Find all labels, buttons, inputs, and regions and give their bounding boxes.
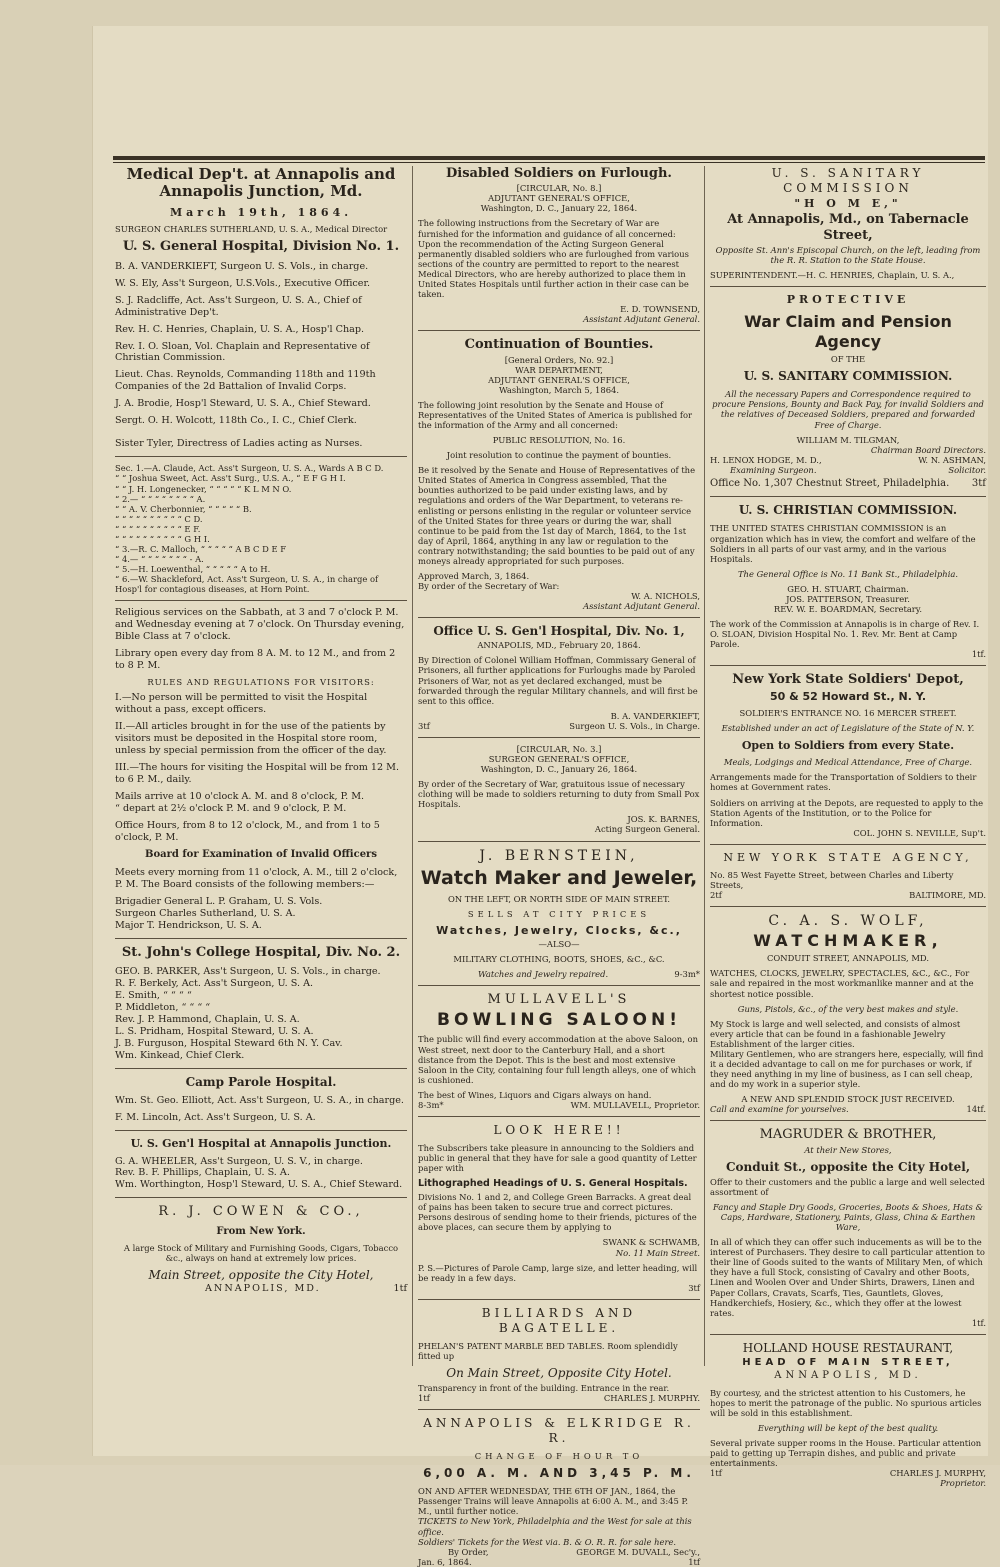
ny-agency-heading: NEW YORK STATE AGENCY, [723, 850, 973, 864]
christian-text-2: The work of the Commission at Annapolis is in charge of Rev. I. O. SLOAN, Division Hospital No. 1. Rev. Mr. Bent at Camp Parole. [710, 619, 980, 650]
bernstein-repaired: Watches and Jewelry repaired. [478, 968, 609, 979]
ny-agency-city: BALTIMORE, MD. [909, 889, 986, 900]
medical-dept-title: Medical Dep't. at Annapolis and Annapolis Junction, Md. [126, 165, 396, 201]
pension-text: All the necessary Papers and Correspondence required to procure Pensions, Bounty and Back Pay, for invalid Soldiers and the relatives of Deceased Soldiers, prepared and forwarded Free of Charge. [712, 389, 984, 430]
ny-agency-address: No. 85 West Fayette Street, between Charles and Liberty Streets, [710, 869, 954, 890]
column-divider-2 [704, 166, 705, 1366]
christian-office: The General Office is No. 11 Bank St., Philadelphia. [737, 568, 959, 579]
solicitor: Solicitor. [948, 464, 986, 475]
staff-line: E. Smith, “ “ “ “ [115, 989, 192, 1001]
wolf-guns: Guns, Pistols, &c., of the very best makes and style. [737, 1003, 959, 1014]
divider [115, 938, 407, 939]
date-line: March 19th, 1864. [169, 205, 353, 219]
bernstein-sells: SELLS AT CITY PRICES [467, 908, 651, 919]
tf-mark: 1tf. [971, 1317, 986, 1328]
staff-line: Wm. St. Geo. Elliott, Act. Ass't Surgeon, U. S. A., in charge. [115, 1094, 404, 1106]
bowling-text-2: The best of Wines, Liquors and Cigars always on hand. [418, 1089, 652, 1100]
disabled-text: The following instructions from the Secretary of War are furnished for the information and guidance of all concerned: Upon the recommendation of the Acting Surgeon General permanently disabled soldiers who are furloughed from various sections of the country are permitted to report to the nearest Medical Directors, who are hereby authorized to place them in United States Hospitals until further action in their case can be taken. [418, 218, 689, 300]
divider [418, 985, 700, 986]
office-address: Office No. 1,307 Chestnut Street, Philadelphia. [710, 477, 950, 489]
public-resolution: PUBLIC RESOLUTION, No. 16. [492, 435, 626, 446]
divider [418, 1116, 700, 1117]
tf-mark: 1tf. [971, 649, 986, 660]
camp-parole-heading: Camp Parole Hospital. [185, 1074, 337, 1089]
staff-line: Rev. I. O. Sloan, Vol. Chaplain and Representative of Christian Commission. [115, 340, 370, 364]
staff-line: Lieut. Chas. Reynolds, Commanding 118th and 119th Companies of the 2d Battalion of Invalid Corps. [115, 369, 376, 393]
signature: W. A. NICHOLS, [631, 591, 700, 602]
divider [418, 330, 700, 331]
staff-line: J. A. Brodie, Hosp'l Steward, U. S. A., Chief Steward. [115, 398, 371, 410]
tf-mark: 1tf [688, 1556, 700, 1567]
staff-line: G. A. WHEELER, Ass't Surgeon, U. S. V., in charge. [115, 1155, 363, 1167]
railroad-signature: GEORGE M. DUVALL, Sec'y., [576, 1546, 700, 1557]
staff-line: Wm. Kinkead, Chief Clerk. [115, 1049, 245, 1061]
signature: JOS. K. BARNES, [627, 814, 700, 825]
staff-line: R. F. Berkely, Act. Ass't Surgeon, U. S. A. [115, 977, 314, 989]
sanitary-commission-heading: U. S. SANITARY COMMISSION. [743, 369, 953, 384]
look-text: The Subscribers take pleasure in announcing to the Soldiers and public in general that they have for sale a good quantity of Letter paper with [418, 1143, 697, 1174]
magruder-text-2: In all of which they can offer such inducements as will be to the interest of Purchasers. They desire to call particular attention to their line of Goods suited to the wants of Military Men, of which they have a full Stock, consisting of Cavalry and other Boots, Linen and Woolen Over and Under Shirts, Drawers, Linen and Paper Collars, Cravats, Scarfs, Ties, Gauntlets, Gloves, Handkerchiefs, Hosiery, &c., which they offer at the lowest rates. [710, 1237, 985, 1318]
division-1-heading: U. S. General Hospital, Division No. 1. [122, 239, 400, 255]
divider [115, 1130, 407, 1131]
divider [418, 841, 700, 842]
ward-line: “ “ A. V. Cherbonnier, “ “ “ “ “ B. [115, 503, 252, 514]
mails-depart: “ depart at 2½ o'clock P. M. and 9 o'clock, P. M. [115, 803, 347, 815]
signature-address: No. 11 Main Street. [615, 1247, 700, 1258]
ward-line: “ “ Joshua Sweet, Act. Ass't Surg., U.S. A., “ E F G H I. [115, 473, 346, 484]
divider [115, 1068, 407, 1069]
of-the: OF THE [830, 354, 866, 365]
officers-row [710, 455, 986, 465]
staff-line: W. S. Ely, Ass't Surgeon, U.S.Vols., Executive Officer. [115, 277, 371, 289]
circular-number: [CIRCULAR, No. 3.] [516, 743, 602, 754]
tf-mark: 14tf. [966, 1104, 986, 1115]
ward-line: “ 4.— “ “ “ “ “ “ “ - A. [115, 554, 204, 565]
look-here-heading: LOOK HERE!! [493, 1123, 625, 1137]
magruder-text: Offer to their customers and the public a large and well selected assortment of [710, 1176, 985, 1197]
examining-surgeon: Examining Surgeon. [730, 464, 817, 475]
wolf-text-2: My Stock is large and well selected, and consists of almost every article that can be found in a fashionable Jewelry Establishment of the larger cities. [710, 1018, 961, 1049]
ward-line: “ 2.— “ “ “ “ “ “ “ “ A. [115, 493, 206, 504]
staff-line: Rev. H. C. Henries, Chaplain, U. S. A., Hosp'l Chap. [115, 323, 365, 335]
ny-meals: Meals, Lodgings and Medical Attendance, Free of Charge. [723, 757, 973, 768]
magruder-stores: At their New Stores, [804, 1144, 892, 1155]
rule-item: I.—No person will be permitted to visit the Hospital without a pass, except officers. [115, 692, 368, 716]
tf-mark: 3tf [688, 1282, 700, 1293]
look-ps: P. S.—Pictures of Parole Camp, large size, and letter heading, will be ready in a few days. [418, 1262, 698, 1283]
divider [418, 617, 700, 618]
magruder-address: Conduit St., opposite the City Hotel, [725, 1159, 970, 1174]
column-2 [418, 166, 700, 1567]
railroad-date: Jan. 6, 1864. [418, 1556, 472, 1567]
ny-text: Arrangements made for the Transportation of Soldiers to their homes at Government rates. [710, 772, 977, 793]
divider [710, 665, 986, 666]
staff-line: Sergt. O. H. Wolcott, 118th Co., I. C., Chief Clerk. [115, 415, 357, 427]
protective-heading: PROTECTIVE [786, 293, 910, 307]
ny-open: Open to Soldiers from every State. [741, 738, 955, 752]
disabled-heading: Disabled Soldiers on Furlough. [446, 166, 672, 181]
board-member: Surgeon Charles Sutherland, U. S. A. [115, 907, 296, 919]
watchmaker-heading: Watch Maker and Jeweler, [420, 867, 698, 890]
column-divider-1 [412, 166, 413, 1366]
staff-line: F. M. Lincoln, Act. Ass't Surgeon, U. S. A. [115, 1111, 316, 1123]
wolf-new-stock: A NEW AND SPLENDID STOCK JUST RECEIVED. [741, 1094, 955, 1105]
holland-city: ANNAPOLIS, MD. [774, 1370, 922, 1382]
wards-list [115, 463, 407, 594]
library-hours: Library open every day from 8 A. M. to 12 M., and from 2 to 8 P. M. [115, 648, 396, 672]
staff-line: L. S. Pridham, Hospital Steward, U. S. A. [115, 1025, 314, 1037]
railroad-tickets: TICKETS to New York, Philadelphia and the West for sale at this office. [418, 1516, 692, 1537]
ny-colonel: COL. JOHN S. NEVILLE, Sup't. [853, 827, 986, 838]
office-name: SURGEON GENERAL'S OFFICE, [488, 754, 630, 765]
billiards-address: On Main Street, Opposite City Hotel. [446, 1365, 672, 1380]
cowen-tf: 1tf [393, 1283, 407, 1295]
ward-line: “ 3.—R. C. Malloch, “ “ “ “ “ A B C D E F [115, 544, 287, 555]
cowen-address: Main Street, opposite the City Hotel, [148, 1268, 374, 1283]
office-hours: Office Hours, from 8 to 12 o'clock, M., and from 1 to 5 o'clock, P. M. [115, 820, 380, 844]
divider [418, 737, 700, 738]
staff-line: B. A. VANDERKIEFT, Surgeon U. S. Vols., in charge. [115, 260, 369, 272]
circular-date: Washington, D. C., January 26, 1864. [480, 764, 638, 775]
bounties-heading: Continuation of Bounties. [464, 337, 654, 353]
top-rule-thin [113, 162, 985, 163]
resolution-text: Be it resolved by the Senate and House of Representatives of the United States of America in Congress assembled, That the bounties authorized to be paid under existing laws, and by regulations and orders of the War Department, to veterans re-enlisting or persons enlisting in the regular or volunteer service of the United States for three years or during the war, shall continue to be paid from the 1st day of March, 1864, to the 1st day of April, 1864, anything in any law or regulation to the contrary notwithstanding; the said bounties to be paid out of any moneys already appropriated for such purposes. [418, 465, 696, 566]
divider [115, 456, 407, 457]
staff-line: J. B. Furguson, Hospital Steward 6th N. Y. Cav. [115, 1037, 343, 1049]
divider [418, 1299, 700, 1300]
mails-arrive: Mails arrive at 10 o'clock A. M. and 8 o'clock, P. M. [115, 791, 365, 803]
bernstein-items: Watches, Jewelry, Clocks, &c., [436, 923, 682, 937]
holland-text-2: Several private supper rooms in the House. Particular attention paid to getting up Terrapin dishes, and public and private entertainments. [710, 1438, 982, 1469]
holland-text: By courtesy, and the strictest attention to his Customers, he hopes to merit the patronage of the public. No spurious articles will be sold in this establishment. [710, 1387, 982, 1418]
christian-officer: REV. W. E. BOARDMAN, Secretary. [773, 603, 923, 614]
signature-row [418, 721, 700, 731]
medical-director: SURGEON CHARLES SUTHERLAND, U. S. A., Medical Director [115, 224, 388, 235]
signature-title: Surgeon U. S. Vols., in Charge. [569, 720, 700, 731]
war-claim-heading: War Claim and Pension Agency [744, 312, 952, 352]
orders-date: Washington, March 5, 1864. [498, 384, 620, 395]
magruder-goods: Fancy and Staple Dry Goods, Groceries, Boots & Shoes, Hats & Caps, Hardware, Stationery, Paints, Glass, China & Earthen Ware, [713, 1201, 983, 1233]
holland-signature: CHARLES J. MURPHY, [889, 1468, 986, 1479]
signature: E. D. TOWNSEND, [620, 304, 700, 315]
bowling-text: The public will find every accommodation at the above Saloon, on West street, next door to the Canterbury Hall, and a short distance from the Depot. This is the best and most extensive Saloon in the City, containing four full length alleys, one of which is cushioned. [418, 1034, 698, 1085]
sanitary-heading: U. S. SANITARY COMMISSION [771, 166, 925, 195]
holland-quality: Everything will be kept of the best quality. [757, 1423, 939, 1434]
ward-line: “ 5.—H. Loewenthal, “ “ “ “ “ A to H. [115, 564, 271, 575]
annapolis-heading: At Annapolis, Md., on Tabernacle Street, [727, 211, 969, 243]
ny-established: Established under an act of Legislature of the State of N. Y. [721, 723, 975, 734]
ny-depot-address: 50 & 52 Howard St., N. Y. [769, 689, 927, 703]
railroad-change: CHANGE OF HOUR TO [474, 1451, 644, 1462]
cowen-city: ANNAPOLIS, MD. [205, 1283, 321, 1295]
ward-line: “ “ “ “ “ “ “ “ “ “ C D. [115, 513, 203, 524]
railroad-signature-row [418, 1547, 700, 1557]
divider [710, 844, 986, 845]
railroad-by: By Order, [448, 1546, 489, 1557]
billiards-signature: CHARLES J. MURPHY. [603, 1393, 700, 1404]
cowen-from: From New York. [216, 1225, 306, 1237]
tf-mark: 9-3m* [674, 968, 700, 979]
bowling-footer [418, 1100, 700, 1110]
religious-services: Religious services on the Sabbath, at 3 and 7 o'clock P. M. and Wednesday evening at 7 o'clock. On Thursday evening, Bible Class at 7 o'clock. [115, 607, 405, 643]
divider [115, 600, 407, 601]
ward-line: “ “ “ “ “ “ “ “ “ “ G H I. [115, 533, 210, 544]
mullavell-name: MULLAVELL'S [487, 991, 631, 1007]
rule-item: II.—All articles brought in for the use of the patients by visitors must be deposited in the Hospital store room, unless by special permission from the officer of the day. [115, 721, 387, 757]
staff-line: GEO. B. PARKER, Ass't Surgeon, U. S. Vols., in charge. [115, 965, 381, 977]
railroad-text: ON AND AFTER WEDNESDAY, THE 6TH OF JAN., 1864, the Passenger Trains will leave Annapolis at 6:00 A. M., and 3:45 P. M., until further notice. [418, 1486, 689, 1517]
board-heading: Board for Examination of Invalid Officers [145, 849, 377, 861]
staff-line: Rev. B. F. Phillips, Chaplain, U. S. A. [115, 1167, 290, 1179]
division-2-heading: St. John's College Hospital, Div. No. 2. [121, 944, 401, 960]
bernstein-address: ON THE LEFT, OR NORTH SIDE OF MAIN STREET. [447, 893, 671, 904]
railroad-heading: ANNAPOLIS & ELKRIDGE R. R. [423, 1416, 695, 1446]
billiards-text: PHELAN'S PATENT MARBLE BED TABLES. Room splendidly fitted up [418, 1340, 678, 1361]
joint-resolution: Joint resolution to continue the payment of bounties. [446, 450, 672, 461]
signature-title: Assistant Adjutant General. [583, 601, 700, 612]
staff-line: Rev. J. P. Hammond, Chaplain, U. S. A. [115, 1013, 300, 1025]
holland-signature-row [710, 1468, 986, 1478]
tf-mark: 3tf [971, 477, 986, 489]
bernstein-footer [418, 969, 700, 979]
rules-heading: RULES AND REGULATIONS FOR VISITORS: [147, 677, 375, 688]
watchmaker-title: WATCHMAKER, [753, 931, 943, 951]
signature: B. A. VANDERKIEFT, [610, 710, 700, 721]
bowling-heading: BOWLING SALOON! [437, 1010, 681, 1031]
cowen-text: A large Stock of Military and Furnishing Goods, Cigars, Tobacco &c., always on hand at extremely low prices. [123, 1243, 399, 1264]
divider [710, 1334, 986, 1335]
divider [418, 1409, 700, 1410]
staff-line: P. Middleton, “ “ “ “ [115, 1001, 211, 1013]
holland-house-heading: HOLLAND HOUSE RESTAURANT, [742, 1340, 954, 1355]
circular-text: By order of the Secretary of War, gratuitous issue of necessary clothing will be made to soldiers returning to duty from Small Pox Hospitals. [418, 779, 700, 810]
tf-mark: 1tf [710, 1468, 722, 1479]
wolf-text-3: Military Gentlemen, who are strangers here, especially, will find it a decided advantage to call on me for purchases or work, if they need anything in my line of business, as I can sell cheap, and do my work in a superior style. [710, 1048, 984, 1090]
ny-depot-heading: New York State Soldiers' Depot, [732, 672, 964, 688]
christian-officer: JOS. PATTERSON, Treasurer. [786, 593, 910, 604]
bernstein-name: J. BERNSTEIN, [479, 847, 639, 864]
circular-date: Washington, D. C., January 22, 1864. [480, 203, 638, 214]
division-office-text: By Direction of Colonel William Hoffman, Commissary General of Prisoners, all further applications for Furloughs made by Paroled Prisoners of War, not as yet declared exchanged, must be forwarded through the regular Military channels, and will first be sent to this office. [418, 655, 698, 706]
column-3 [710, 166, 986, 1489]
ward-line: “ “ J. H. Longenecker, “ “ “ “ “ K L M N O. [115, 483, 292, 494]
railroad-soldiers: Soldiers' Tickets for the West via. B. & O. R. R. for sale here. [418, 1536, 677, 1547]
lithographed-headings: Lithographed Headings of U. S. General Hospitals. [418, 1178, 688, 1190]
hodge-name: H. LENOX HODGE, M. D., [710, 454, 822, 465]
top-rule [113, 156, 985, 160]
christian-heading: U. S. CHRISTIAN COMMISSION. [738, 503, 958, 518]
tf-mark: 8-3m* [418, 1099, 444, 1110]
office-name: ADJUTANT GENERAL'S OFFICE, [488, 193, 630, 204]
board-member: Major T. Hendrickson, U. S. A. [115, 919, 262, 931]
wolf-call: Call and examine for yourselves. [710, 1104, 849, 1115]
christian-text: THE UNITED STATES CHRISTIAN COMMISSION is an organization which has in view, the comfort and welfare of the Soldiers in all parts of our vast army, and in the various Hospitals. [710, 523, 976, 564]
column-1 [115, 166, 407, 1366]
rule-item: III.—The hours for visiting the Hospital will be from 12 M. to 6 P. M., daily. [115, 762, 399, 786]
home-location: Opposite St. Ann's Episcopal Church, on the left, leading from the R. R. Station to the State House. [715, 245, 981, 266]
approved-date: Approved March, 3, 1864. [418, 571, 530, 581]
cowen-title: R. J. COWEN & CO., [158, 1204, 364, 1220]
bounties-text: The following joint resolution by the Senate and House of Representatives of the United States of America is published for the information of the Army and all concerned: [418, 399, 693, 430]
tf-mark: 3tf [418, 720, 430, 731]
division-office-date: ANNAPOLIS, MD., February 20, 1864. [477, 640, 641, 651]
christian-officer: GEO. H. STUART, Chairman. [787, 583, 909, 594]
division-office-heading: Office U. S. Gen'l Hospital, Div. No. 1, [433, 624, 685, 639]
ny-agency-footer [710, 890, 986, 900]
board-member: Brigadier General L. P. Graham, U. S. Vols. [115, 895, 323, 907]
signature-title: Assistant Adjutant General. [583, 314, 700, 325]
tilgman-name: WILLIAM M. TILGMAN, [796, 434, 900, 445]
holland-head: HEAD OF MAIN STREET, [742, 1356, 954, 1368]
office-row [710, 478, 986, 491]
divider [115, 1197, 407, 1198]
ward-line: Sec. 1.—A. Claude, Act. Ass't Surgeon, U. S. A., Wards A B C D. [115, 463, 384, 474]
ward-line: “ 6.—W. Shackleford, Act. Ass't Surgeon, U. S. A., in charge of Hosp'l for contagious diseases, at Horn Point. [115, 574, 379, 595]
divider [710, 906, 986, 907]
staff-line: S. J. Radcliffe, Act. Ass't Surgeon, U. S. A., Chief of Administrative Dep't. [115, 294, 362, 318]
office-name: ADJUTANT GENERAL'S OFFICE, [488, 374, 630, 385]
bernstein-also: —ALSO— [538, 938, 580, 949]
billiards-footer [418, 1393, 700, 1403]
wolf-address: CONDUIT STREET, ANNAPOLIS, MD. [766, 953, 929, 964]
billiards-heading: BILLIARDS AND BAGATELLE. [481, 1305, 637, 1335]
tf-mark: 2tf [710, 889, 722, 900]
ashman-name: W. N. ASHMAN, [918, 454, 986, 465]
bernstein-military: MILITARY CLOTHING, BOOTS, SHOES, &C., &C. [453, 953, 665, 964]
circular-number: [CIRCULAR, No. 8.] [516, 183, 602, 194]
wolf-text: WATCHES, CLOCKS, JEWELRY, SPECTACLES, &C., &C., For sale and repaired in the most workmanlike manner and at the shortest notice possible. [710, 968, 974, 999]
holland-proprietor: Proprietor. [940, 1478, 986, 1489]
wolf-name: C. A. S. WOLF, [768, 912, 928, 929]
divider [710, 286, 986, 287]
junction-heading: U. S. Gen'l Hospital at Annapolis Junction. [130, 1136, 392, 1150]
war-department: WAR DEPARTMENT, [515, 364, 603, 375]
signature: SWANK & SCHWAMB, [602, 1237, 700, 1248]
by-order: By order of the Secretary of War: [418, 581, 560, 592]
look-text-2: Divisions No. 1 and 2, and College Green Barracks. A great deal of pains has been taken to secure true and correct pictures. Persons desirous of sending home to their friends, pictures of the above places, can secure them by applying to [418, 1192, 697, 1233]
staff-line: Wm. Worthington, Hosp'l Steward, U. S. A., Chief Steward. [115, 1179, 403, 1191]
board-text: Meets every morning from 11 o'clock, A. M., till 2 o'clock, P. M. The Board consists of the following members:— [115, 866, 398, 890]
bowling-signature: WM. MULLAVELL, Proprietor. [570, 1099, 700, 1110]
tf-mark: 1tf [418, 1393, 430, 1404]
billiards-text-2: Transparency in front of the building. Entrance in the rear. [418, 1382, 670, 1393]
ny-text-2: Soldiers on arriving at the Depots, are requested to apply to the Station Agents of the Institution, or to the Police for Information. [710, 797, 984, 828]
wolf-footer [710, 1104, 986, 1114]
superintendent: SUPERINTENDENT.—H. C. HENRIES, Chaplain, U. S. A., [710, 270, 955, 281]
general-orders: [General Orders, No. 92.] [504, 354, 614, 365]
nurses-line: Sister Tyler, Directress of Ladies acting as Nurses. [115, 438, 363, 450]
chairman-title: Chairman Board Directors. [870, 444, 986, 455]
ny-entrance: SOLDIER'S ENTRANCE NO. 16 MERCER STREET. [739, 708, 957, 719]
magruder-name: MAGRUDER & BROTHER, [759, 1127, 937, 1143]
home-heading: "H O M E," [794, 197, 902, 210]
divider [710, 496, 986, 497]
ward-line: “ “ “ “ “ “ “ “ “ “ E F. [115, 523, 201, 534]
railroad-footer [418, 1557, 700, 1567]
railroad-hours: 6,00 A. M. AND 3,45 P. M. [423, 1466, 695, 1481]
divider [710, 1120, 986, 1121]
signature-title: Acting Surgeon General. [594, 824, 700, 835]
officers-titles-row [710, 465, 986, 475]
cowen-footer [115, 1283, 407, 1295]
